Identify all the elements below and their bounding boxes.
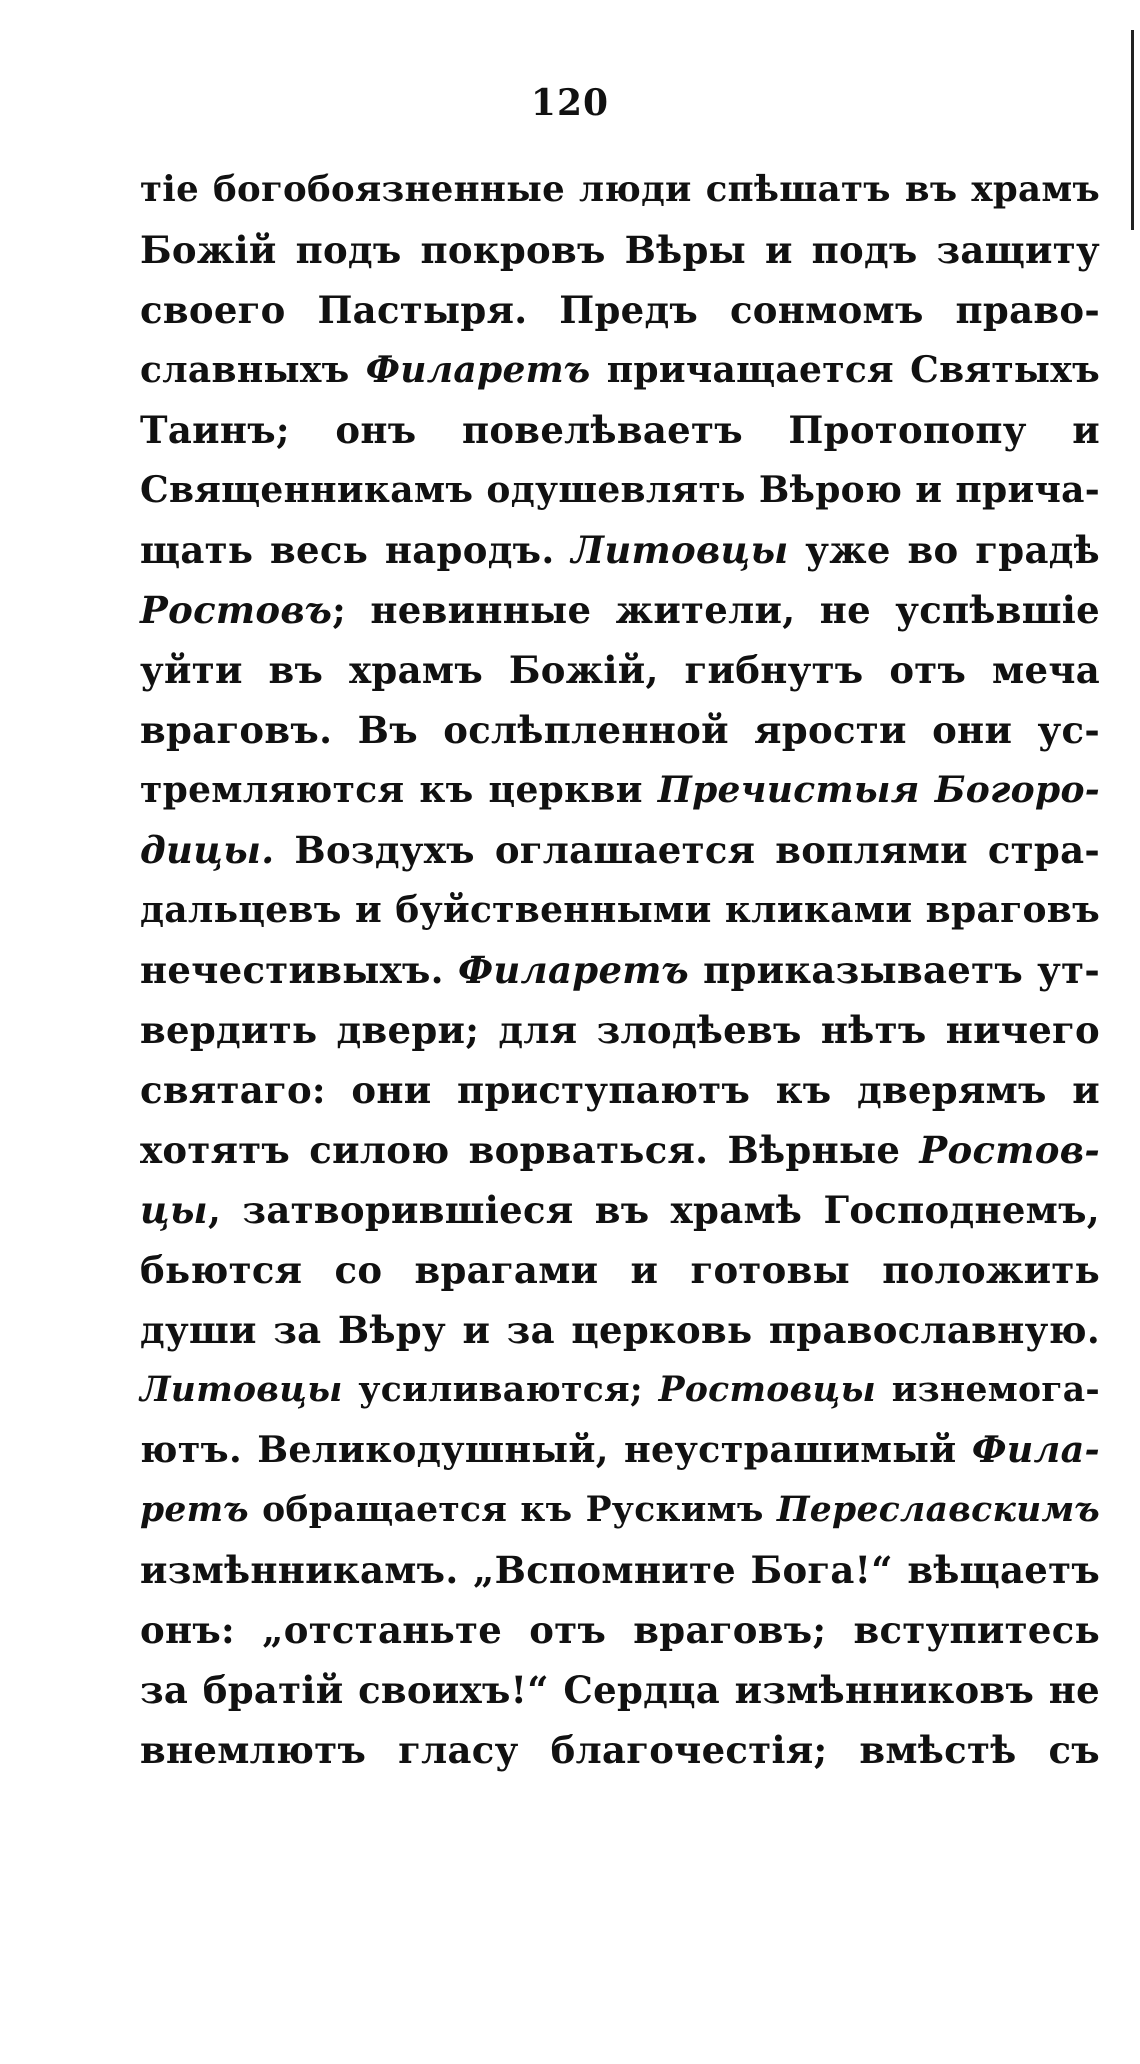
text-segment: онъ: „отстаньте отъ враговъ; вступитесь — [140, 1608, 1100, 1652]
text-segment: щать весь народъ. — [140, 528, 572, 572]
text-line — [140, 220, 1100, 280]
italic-segment: Ростовцы — [658, 1370, 876, 1410]
text-line — [140, 940, 1100, 1000]
text-segment: уйти въ храмъ Божій, гибнутъ отъ меча — [140, 648, 1100, 692]
text-segment: враговъ. Въ ослѣпленной ярости они ус- — [140, 708, 1100, 752]
text-segment: ; невинные жители, не успѣвшіе — [332, 588, 1100, 632]
text-line — [140, 1300, 1100, 1360]
text-line — [140, 1120, 1100, 1180]
text-segment: хотятъ силою ворваться. Вѣрные — [140, 1128, 920, 1172]
italic-segment: Ростовъ — [140, 588, 333, 632]
text-segment: изнемога- — [875, 1370, 1100, 1410]
text-segment: измѣнникамъ. „Вспомните Бога!“ вѣщаетъ — [140, 1548, 1100, 1592]
text-line — [140, 580, 1100, 640]
italic-segment: Филаретъ — [458, 948, 689, 992]
italic-segment: Фила- — [971, 1428, 1100, 1471]
text-segment: нечестивыхъ. — [140, 948, 459, 992]
italic-segment: ретъ — [140, 1490, 249, 1530]
text-line — [140, 1060, 1100, 1120]
text-segment: Воздухъ оглашается воплями стра- — [274, 828, 1100, 872]
text-line — [140, 160, 1100, 220]
text-line — [140, 640, 1100, 700]
text-line — [140, 1600, 1100, 1660]
text-segment: своего Пастыря. Предъ сонмомъ право- — [140, 288, 1100, 332]
text-segment: обращается къ Рускимъ — [248, 1490, 777, 1530]
text-line — [140, 520, 1100, 580]
text-line — [140, 1720, 1100, 1780]
text-segment: приказываетъ ут- — [688, 948, 1101, 992]
text-line — [140, 1540, 1100, 1600]
text-segment: Таинъ; онъ повелѣваетъ Протопопу и — [140, 408, 1100, 452]
text-line — [140, 880, 1100, 940]
text-segment: , затворившіеся въ храмѣ Господнемъ, — [207, 1188, 1100, 1232]
text-line — [140, 280, 1100, 340]
text-line — [140, 760, 1100, 820]
text-segment: усиливаются; — [342, 1370, 659, 1410]
italic-segment: дицы. — [140, 828, 275, 872]
text-line — [140, 1420, 1100, 1480]
text-line — [140, 1360, 1100, 1420]
page-number: 120 — [530, 82, 610, 124]
text-segment: святаго: они приступаютъ къ дверямъ и — [140, 1068, 1100, 1112]
italic-segment: Филаретъ — [365, 349, 591, 391]
text-line — [140, 340, 1100, 400]
text-line — [140, 700, 1100, 760]
text-segment: Священникамъ одушевлять Вѣрою и прича- — [140, 469, 1100, 511]
text-segment: дальцевъ и буйственными кликами враговъ — [140, 889, 1100, 931]
text-segment: за братій своихъ!“ Сердца измѣнниковъ не — [140, 1668, 1100, 1712]
italic-segment: Литовцы — [571, 528, 789, 572]
text-segment: ютъ. Великодушный, неустрашимый — [140, 1428, 972, 1471]
text-line — [140, 1240, 1100, 1300]
text-segment: тіе богобоязненные люди спѣшатъ въ храмъ — [140, 169, 1100, 210]
text-segment: Божій подъ покровъ Вѣры и подъ защиту — [140, 228, 1100, 272]
text-segment: уже во градѣ — [788, 528, 1101, 572]
text-line — [140, 1000, 1100, 1060]
text-segment: вердить двери; для злодѣевъ нѣтъ ничего — [140, 1008, 1100, 1052]
text-segment: бьются со врагами и готовы положить — [140, 1248, 1100, 1292]
text-segment: славныхъ — [140, 349, 366, 391]
italic-segment: Переславскимъ — [776, 1490, 1100, 1530]
page-edge-mark — [1131, 30, 1134, 230]
italic-segment: цы — [140, 1188, 208, 1232]
text-segment: души за Вѣру и за церковь православную. — [140, 1308, 1100, 1352]
italic-segment: Пречистыя Богоро- — [657, 769, 1100, 811]
text-line — [140, 1660, 1100, 1720]
text-line — [140, 1180, 1100, 1240]
italic-segment: Литовцы — [140, 1370, 343, 1410]
text-line — [140, 820, 1100, 880]
body-text — [140, 160, 1100, 1780]
text-segment: причащается Святыхъ — [590, 349, 1100, 391]
text-line — [140, 400, 1100, 460]
italic-segment: Ростов- — [919, 1128, 1100, 1172]
text-line — [140, 1480, 1100, 1540]
text-segment: тремляются къ церкви — [140, 769, 658, 811]
text-segment: внемлютъ гласу благочестія; вмѣстѣ съ — [140, 1728, 1100, 1772]
text-line — [140, 460, 1100, 520]
